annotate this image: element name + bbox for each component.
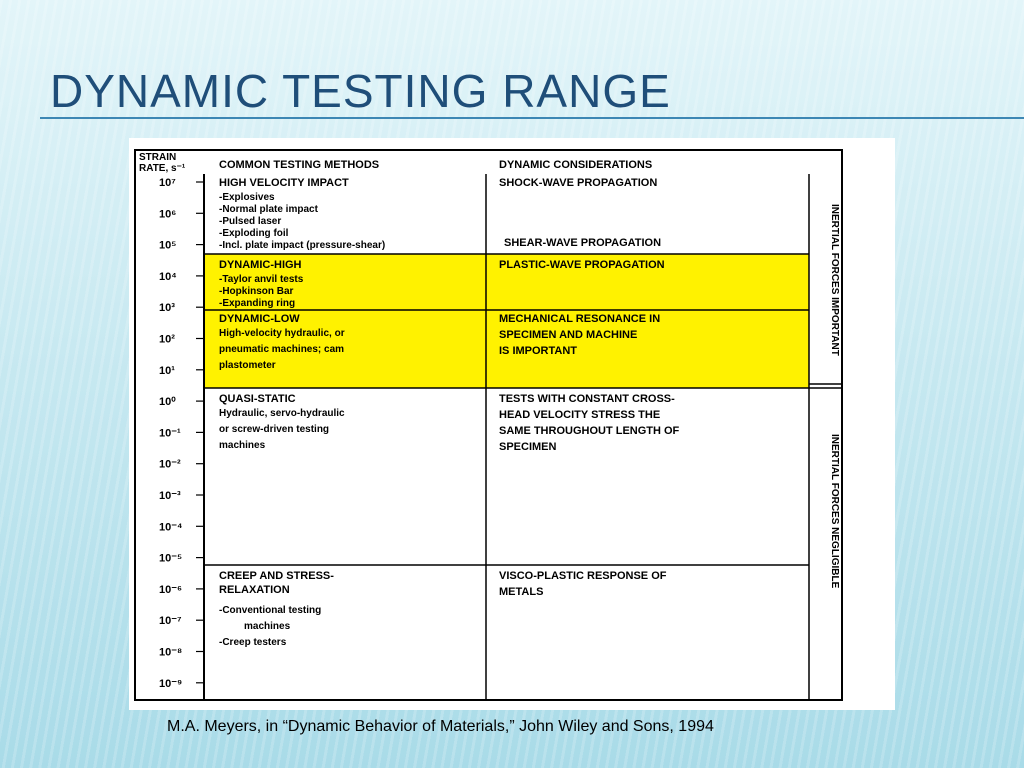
method-title: QUASI-STATIC xyxy=(219,393,296,405)
method-item: High-velocity hydraulic, or xyxy=(219,328,345,339)
method-item: -Hopkinson Bar xyxy=(219,286,294,297)
title-underline xyxy=(40,117,1024,119)
consideration-text: TESTS WITH CONSTANT CROSS- xyxy=(499,393,675,405)
side-label-important: INERTIAL FORCES IMPORTANT xyxy=(829,204,840,356)
method-item: -Pulsed laser xyxy=(219,216,282,227)
tick-label: 10⁻⁴ xyxy=(159,521,183,534)
consideration-text: SAME THROUGHOUT LENGTH OF xyxy=(499,425,680,437)
strain-rate-label: STRAIN xyxy=(139,152,177,163)
tick-label: 10⁻⁷ xyxy=(159,615,182,628)
consideration-text: METALS xyxy=(499,586,544,598)
method-title: DYNAMIC-HIGH xyxy=(219,259,302,271)
tick-label: 10⁻³ xyxy=(159,490,181,502)
tick-label: 10⁻⁸ xyxy=(159,646,183,659)
method-item: -Conventional testing xyxy=(219,605,322,616)
tick-label: 10⁵ xyxy=(159,239,177,252)
method-item: machines xyxy=(244,621,291,632)
method-item: -Explosives xyxy=(219,192,275,203)
consideration-text: HEAD VELOCITY STRESS THE xyxy=(499,409,661,421)
consideration-text: SPECIMEN AND MACHINE xyxy=(499,329,638,341)
method-title: DYNAMIC-LOW xyxy=(219,313,300,325)
tick-label: 10⁶ xyxy=(159,208,177,221)
method-item: or screw-driven testing xyxy=(219,424,330,435)
consideration-text: VISCO-PLASTIC RESPONSE OF xyxy=(499,570,667,582)
tick-label: 10⁻⁶ xyxy=(159,583,183,596)
strain-rate-unit: RATE, s⁻¹ xyxy=(139,163,186,174)
diagram-svg xyxy=(129,138,895,710)
tick-label: 10⁴ xyxy=(159,270,177,283)
tick-label: 10² xyxy=(159,333,175,346)
method-item: -Taylor anvil tests xyxy=(219,274,304,285)
method-title: HIGH VELOCITY IMPACT xyxy=(219,177,349,189)
method-item: pneumatic machines; cam xyxy=(219,344,345,355)
method-item: -Incl. plate impact (pressure-shear) xyxy=(219,240,386,251)
method-item: -Normal plate impact xyxy=(219,204,318,215)
tick-label: 10⁻² xyxy=(159,458,181,471)
citation: M.A. Meyers, in “Dynamic Behavior of Materials,” John Wiley and Sons, 1994 xyxy=(167,718,714,735)
tick-label: 10⁷ xyxy=(159,177,176,189)
slide-title: DYNAMIC TESTING RANGE xyxy=(50,65,671,117)
method-item: plastometer xyxy=(219,360,276,371)
method-item: Hydraulic, servo-hydraulic xyxy=(219,408,345,419)
tick-label: 10¹ xyxy=(159,364,175,377)
method-item: -Expanding ring xyxy=(219,298,296,309)
consideration-text: SHEAR-WAVE PROPAGATION xyxy=(504,237,662,249)
method-item: -Creep testers xyxy=(219,637,287,648)
consideration-text: PLASTIC-WAVE PROPAGATION xyxy=(499,259,665,271)
consideration-text: MECHANICAL RESONANCE IN xyxy=(499,313,661,325)
tick-label: 10⁻⁹ xyxy=(159,677,183,690)
method-item: machines xyxy=(219,440,266,451)
method-title: RELAXATION xyxy=(219,584,290,596)
strain-rate-diagram xyxy=(129,138,895,710)
considerations-header: DYNAMIC CONSIDERATIONS xyxy=(499,159,653,171)
methods-header: COMMON TESTING METHODS xyxy=(219,159,380,171)
method-title: CREEP AND STRESS- xyxy=(219,570,334,582)
method-item: -Exploding foil xyxy=(219,228,289,239)
tick-label: 10⁻⁵ xyxy=(159,552,183,565)
consideration-text: SHOCK-WAVE PROPAGATION xyxy=(499,177,658,189)
consideration-text: SPECIMEN xyxy=(499,441,557,453)
side-label-negligible: INERTIAL FORCES NEGLIGIBLE xyxy=(829,434,840,589)
consideration-text: IS IMPORTANT xyxy=(499,345,578,357)
tick-label: 10⁰ xyxy=(159,396,176,409)
tick-label: 10³ xyxy=(159,302,175,315)
tick-label: 10⁻¹ xyxy=(159,427,181,440)
